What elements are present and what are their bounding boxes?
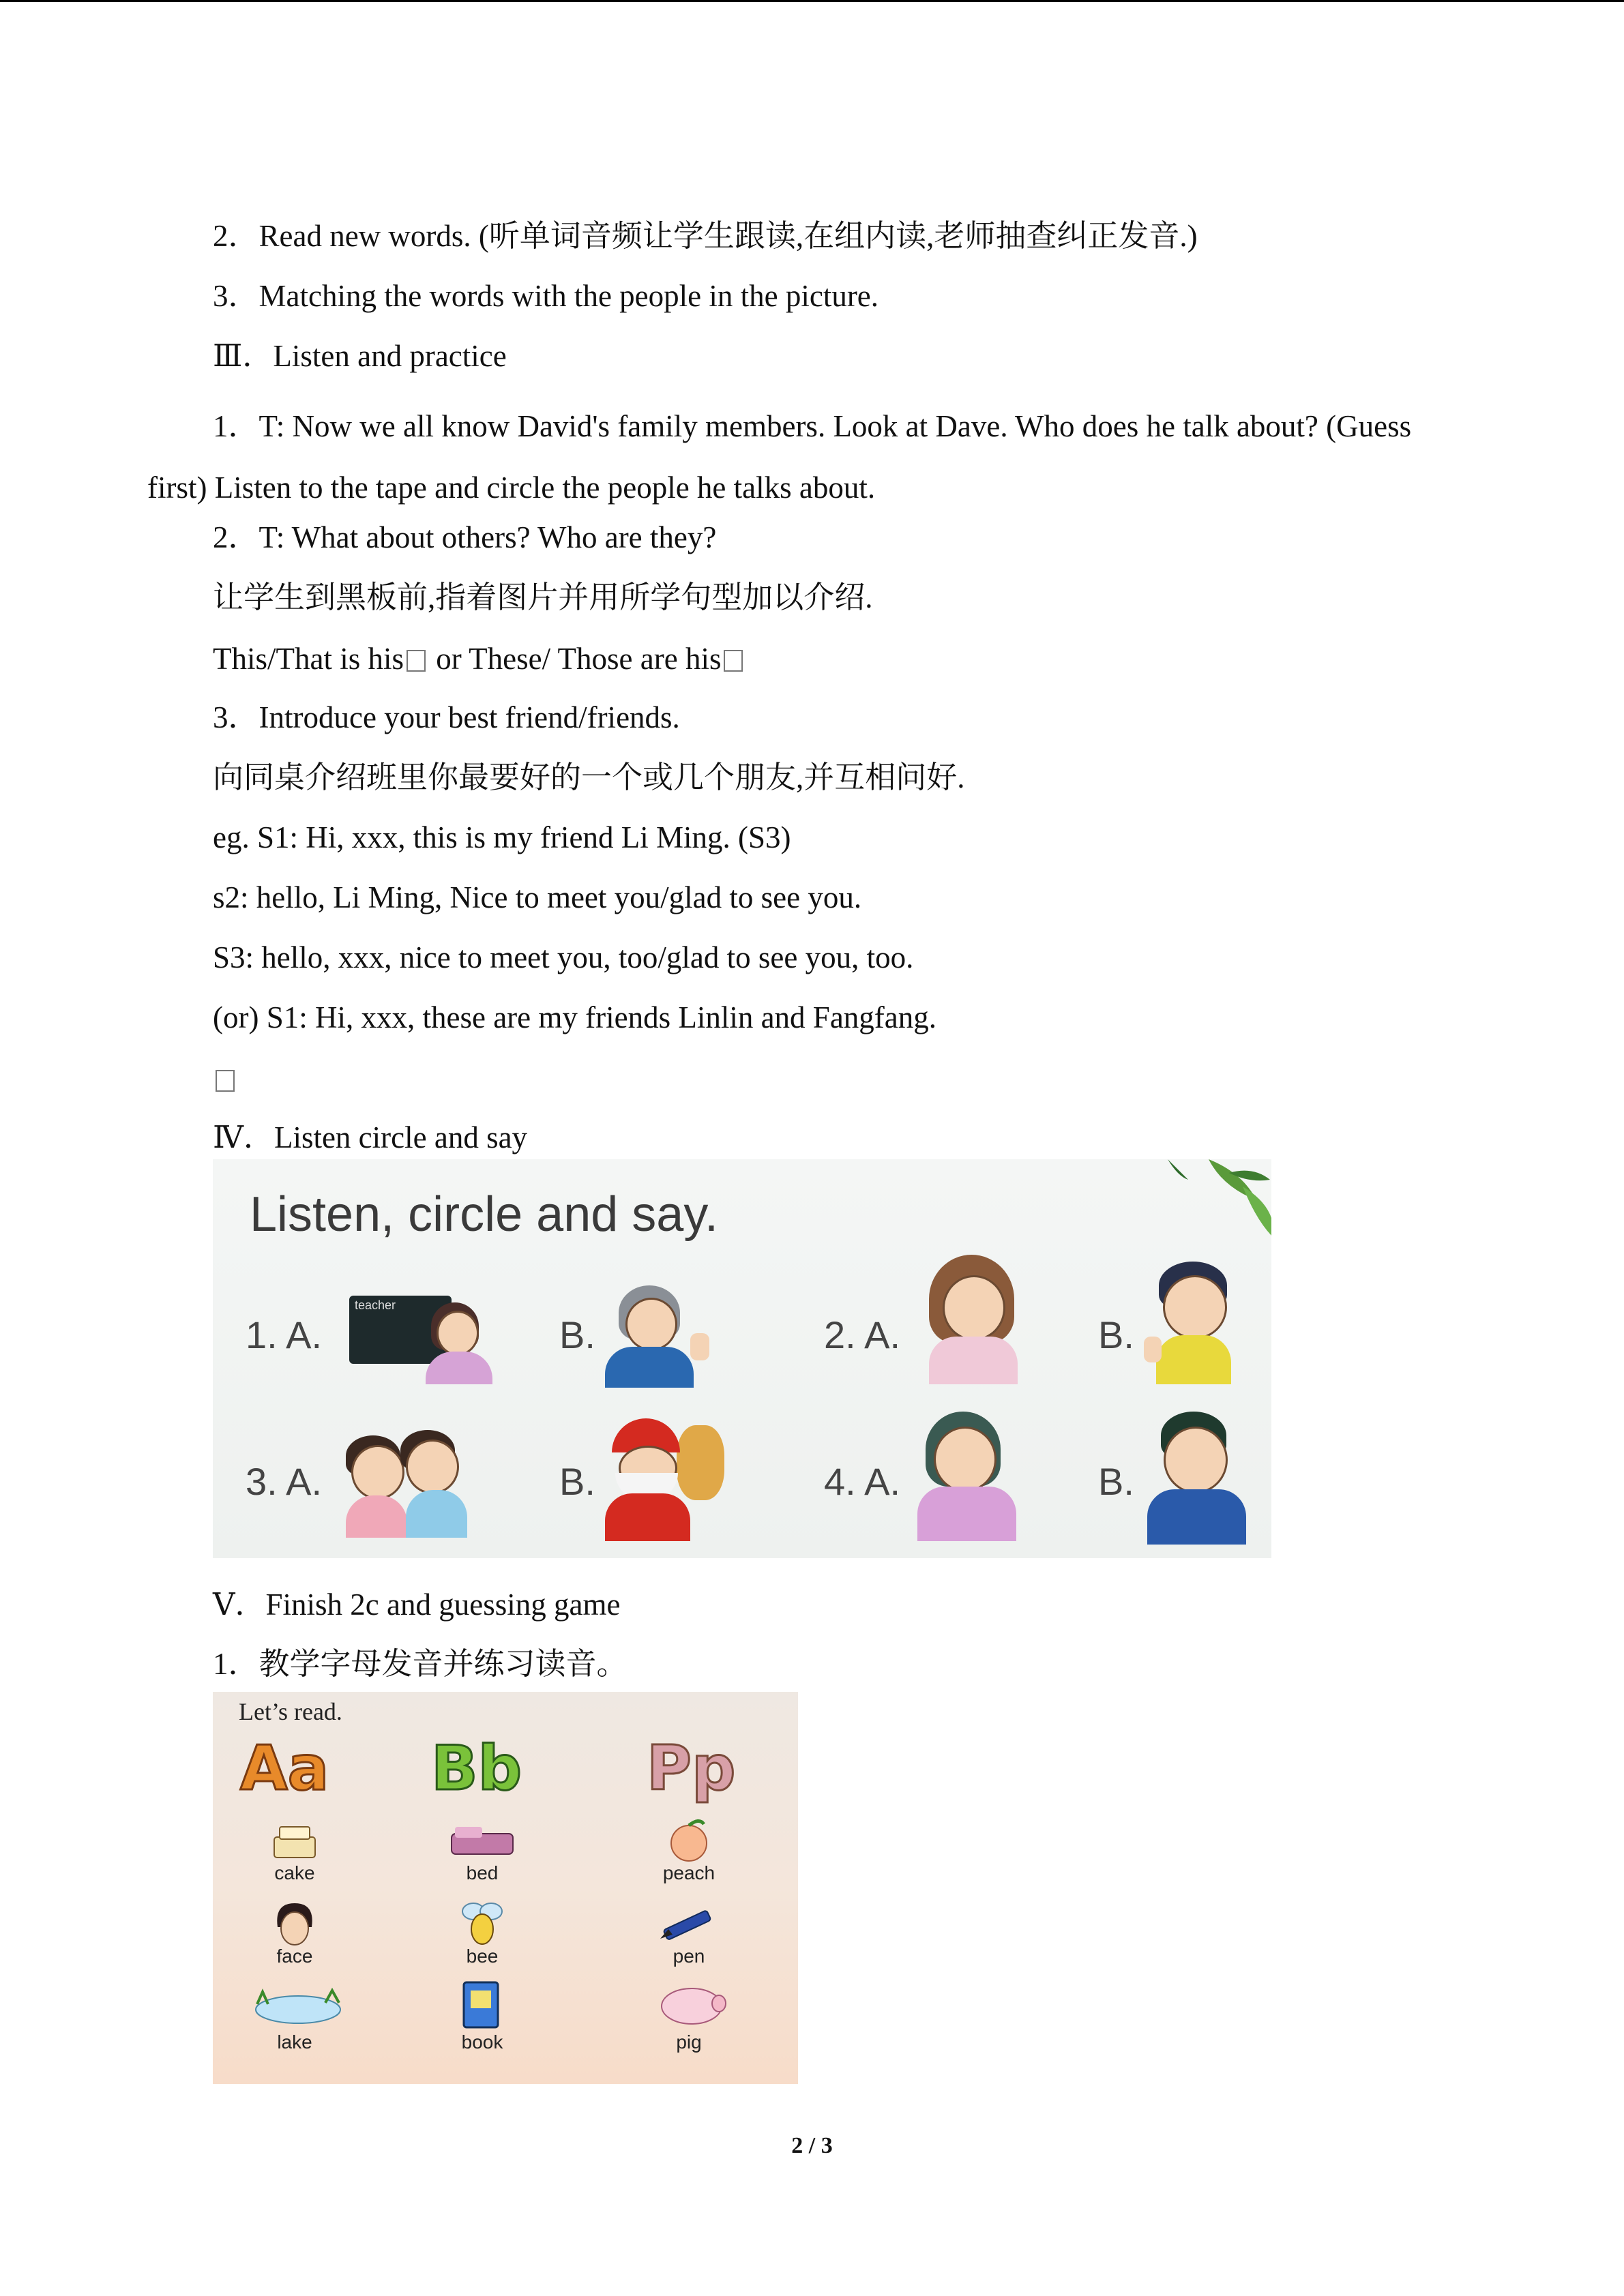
lets-read-title: Let’s read. [239,1698,342,1725]
dialogue-or-s1: (or) S1: Hi, xxx, these are my friends Linlin and Fangfang. [213,1000,937,1034]
letter-aa: Aa [240,1733,329,1804]
word-face: face [276,1945,313,1967]
pen-icon [656,1903,724,1944]
word-bed: bed [466,1862,499,1883]
grandma-illustration [602,1285,718,1388]
step-what-about-others: 2．T: What about others? Who are they? [213,520,717,554]
teacher-illustration [349,1289,492,1384]
step-introduce-friends: 3．Introduce your best friend/friends. [213,700,680,734]
label-1a: 1. A. [246,1313,323,1356]
word-cake: cake [274,1862,315,1883]
page-number: 2 / 3 [791,2133,833,2158]
section-listen-practice: Ⅲ．Listen and practice [213,339,507,373]
step-read-new-words: 2．Read new words. (听单词音频让学生跟读,在组内读,老师抽查纠正发音.) [213,219,1198,253]
man-illustration [1140,1412,1253,1545]
sentence-pattern [213,638,745,679]
word-bee: bee [466,1945,499,1967]
bee-icon [458,1896,506,1948]
book-icon [457,1978,505,2033]
woman-illustration [912,1412,1021,1541]
step-letter-sounds: 1．教学字母发音并练习读音。 [213,1647,628,1681]
board-text: teacher [355,1298,396,1312]
step-listen-tape: 1．T: Now we all know David's family members. Look at Dave. Who does he talk about? (Guess first) Listen to the tape and circle the people he talks about. [147,409,1412,505]
instruction-cn-blackboard: 让学生到黑板前,指着图片并用所学句型加以介绍. [213,580,873,614]
top-border [0,0,1624,2]
lake-icon [250,1986,346,2027]
pig-icon [656,1982,731,2029]
word-peach: peach [662,1862,715,1883]
label-2b: B. [1098,1313,1134,1356]
pattern-part-2: or These/ Those are his [428,642,722,676]
placeholder-box [216,1070,235,1092]
pattern-part-1: This/That is his [213,642,404,676]
letter-bb: Bb [431,1733,522,1804]
bed-icon [448,1820,516,1861]
dialogue-s1: eg. S1: Hi, xxx, this is my friend Li Ming. (S3) [213,820,791,854]
step-matching: 3．Matching the words with the people in the picture. [213,279,879,313]
two-friends-illustration [346,1422,469,1538]
cake-icon [267,1820,322,1861]
instruction-cn-friends: 向同桌介绍班里你最要好的一个或几个朋友,并互相问好. [213,760,965,794]
word-book: book [461,2031,503,2053]
word-lake: lake [277,2031,312,2053]
placeholder-box [724,650,743,672]
label-3b: B. [559,1460,595,1503]
lets-read-figure [213,1692,798,2084]
peach-icon [662,1815,716,1862]
figure-title: Listen, circle and say. [250,1187,718,1242]
label-4a: 4. A. [824,1460,901,1503]
word-pen: pen [673,1945,705,1967]
boy-illustration [1144,1262,1246,1384]
section-listen-circle-say: Ⅳ．Listen circle and say [213,1120,528,1154]
section-finish-2c: Ⅴ．Finish 2c and guessing game [213,1587,621,1622]
girl-illustration [922,1255,1024,1384]
empty-box-line [213,1058,237,1099]
leaves-decoration [1086,1159,1271,1248]
label-2a: 2. A. [824,1313,901,1356]
santa-illustration [595,1418,724,1541]
face-icon [271,1900,319,1948]
listen-circle-say-figure [213,1159,1271,1558]
label-4b: B. [1098,1460,1134,1503]
word-pig: pig [676,2031,702,2053]
label-3a: 3. A. [246,1460,323,1503]
letter-pp: Pp [647,1733,736,1804]
placeholder-box [407,650,426,672]
dialogue-s2: s2: hello, Li Ming, Nice to meet you/glad to see you. [213,880,862,914]
dialogue-s3: S3: hello, xxx, nice to meet you, too/glad to see you, too. [213,940,914,974]
label-1b: B. [559,1313,595,1356]
